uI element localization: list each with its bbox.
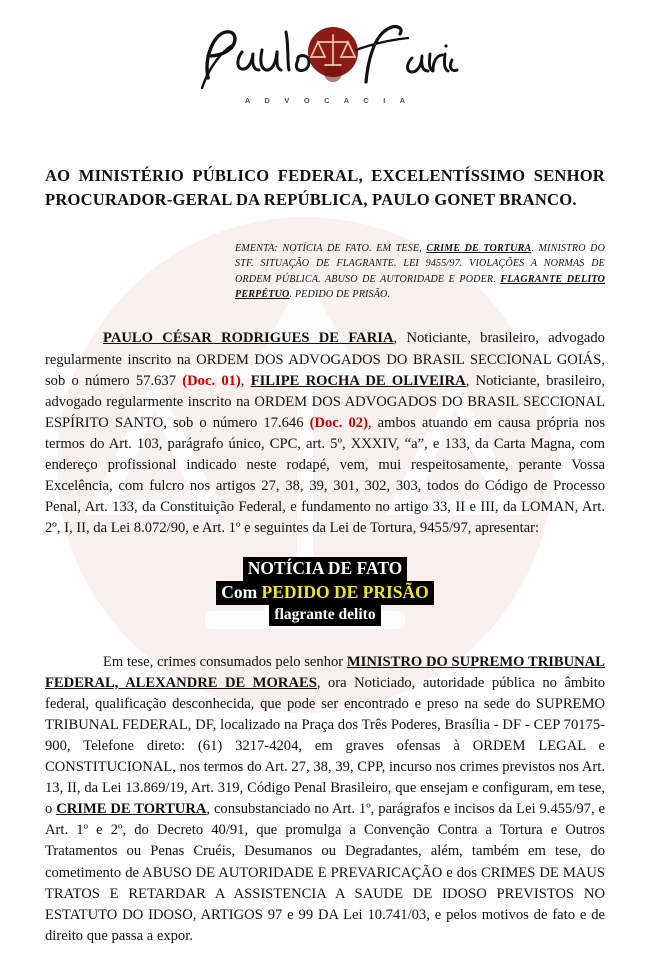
- ementa-part-1: EMENTA: NOTÍCIA DE FATO. EM TESE,: [235, 243, 427, 255]
- ementa-emphasis-2: FLAGRANTE DELITO PERPÉTUO: [235, 273, 605, 301]
- petition-title-highlight-2: [216, 581, 434, 605]
- petition-title-line-2: [45, 581, 605, 605]
- qualification-segment-4: , ambos atuando em causa própria nos termos do Art. 103, parágrafo único, CPC, art. 5º, XXXIV, “a”, e 133, da Carta Magna, com endereço profissional indicado neste rodapé, vem, mui respeitosamente, perante Vossa Excelência, com fulcro nos artigos 27, 38, 39, 301, 302, 303, todos do Código de Processo Penal, Art. 133, da Constituição Federal, e fundamento no artigo 33, II e III, da LOMAN, Art. 2º, I, II, da Lei 8.072/90, e Art. 1º e seguintes da Lei de Tortura, 9455/97, apresentar:: [45, 414, 605, 537]
- addressee-heading: AO MINISTÉRIO PÚBLICO FEDERAL, EXCELENTÍSSIMO SENHOR PROCURADOR-GERAL DA REPÚBLICA, PAULO GONET BRANCO.: [45, 166, 605, 209]
- ementa-part-3: . PEDIDO DE PRISÃO.: [289, 289, 391, 301]
- petition-title-text-1: NOTÍCIA DE FATO: [243, 557, 408, 581]
- petition-title-line-1: [45, 557, 605, 581]
- doc-reference-1: (Doc. 01): [182, 372, 241, 389]
- noticiante-name-1: PAULO CÉSAR RODRIGUES DE FARIA: [103, 330, 394, 347]
- qualification-segment-1: , Noticiante, brasileiro, advogado regularmente inscrito na ORDEM DOS ADVOGADOS DO BRASIL SECCIONAL GOIÁS, sob o número 57.637: [45, 330, 605, 389]
- accused-name: MINISTRO DO SUPREMO TRIBUNAL FEDERAL, ALEXANDRE DE MORAES: [45, 653, 605, 691]
- ementa-block: [235, 241, 605, 302]
- paragraph-accusation: [45, 652, 605, 947]
- logo-wordmark-with-emblem: [190, 16, 460, 94]
- petition-title-text-3: flagrante delito: [269, 605, 380, 626]
- accusation-segment-2: , ora Noticiado, autoridade pública no âmbito federal, qualificação desconhecida, que pode ser encontrado e preso na sede do SUPREMO TRIBUNAL FEDERAL, DF, localizado na Praça dos Três Poderes, Brasília - DF - CEP 70175-900, Telefone direto: (61) 3217-4204, em graves ofensas à ORDEM LEGAL e CONSTITUCIONAL, nos termos do Art. 27, 38, 39, CPP, incurso nos crimes previstos nos Art. 13, II, da Lei 13.869/19, Art. 319, Código Penal Brasileiro, que ensejam e configuram, em tese, o: [45, 674, 605, 818]
- petition-title-block: [45, 557, 605, 626]
- petition-title-prefix: Com: [221, 581, 262, 602]
- doc-reference-2: (Doc. 02): [309, 414, 368, 431]
- ementa-part-2: . MINISTRO DO STF. SITUAÇÃO DE FLAGRANTE. LEI 9455/97. VIOLAÇÕES A NORMAS DE ORDEM PÚBLICA. ABUSO DE AUTORIDADE E PODER.: [235, 243, 606, 285]
- petition-title-accent: PEDIDO DE PRISÃO: [261, 581, 429, 602]
- ementa-emphasis-1: CRIME DE TORTURA: [426, 243, 532, 255]
- qualification-segment-2: ,: [240, 372, 251, 389]
- accusation-segment-3: , consubstanciado no Art. 1º, parágrafos e incisos da Lei 9.455/97, e Art. 1º e 2º, do Decreto 40/91, que promulga a Convenção Contra a Tortura e Outros Tratamentos ou Penas Cruéis, Desumanos ou Degradantes, além, também em tese, do cometimento de ABUSO DE AUTORIDADE E PREVARICAÇÃO e dos CRIMES DE MAUS TRATOS E RETARDAR A ASSISTENCIA A SAUDE DE IDOSO PREVISTOS NO ESTATUTO DO IDOSO, ARTIGOS 97 e 99 DA Lei 10.741/03, e pelos motivos de fato e de direito que passa a expor.: [45, 801, 605, 944]
- letterhead-subtitle: A D V O C A C I A: [244, 96, 412, 105]
- crime-emphasis: CRIME DE TORTURA: [56, 801, 207, 818]
- petition-title-line-3: [45, 605, 605, 626]
- paragraph-qualification: [45, 328, 605, 539]
- document-body: [0, 164, 650, 947]
- letterhead-logo: [0, 0, 650, 144]
- noticiante-name-2: FILIPE ROCHA DE OLIVEIRA: [250, 372, 466, 389]
- accusation-segment-1: Em tese, crimes consumados pelo senhor: [103, 653, 347, 670]
- qualification-segment-3: , Noticiante, brasileiro, advogado regularmente inscrito na ORDEM DOS ADVOGADOS DO BRASIL SECCIONAL ESPÍRITO SANTO, sob o número 17.646: [45, 372, 606, 431]
